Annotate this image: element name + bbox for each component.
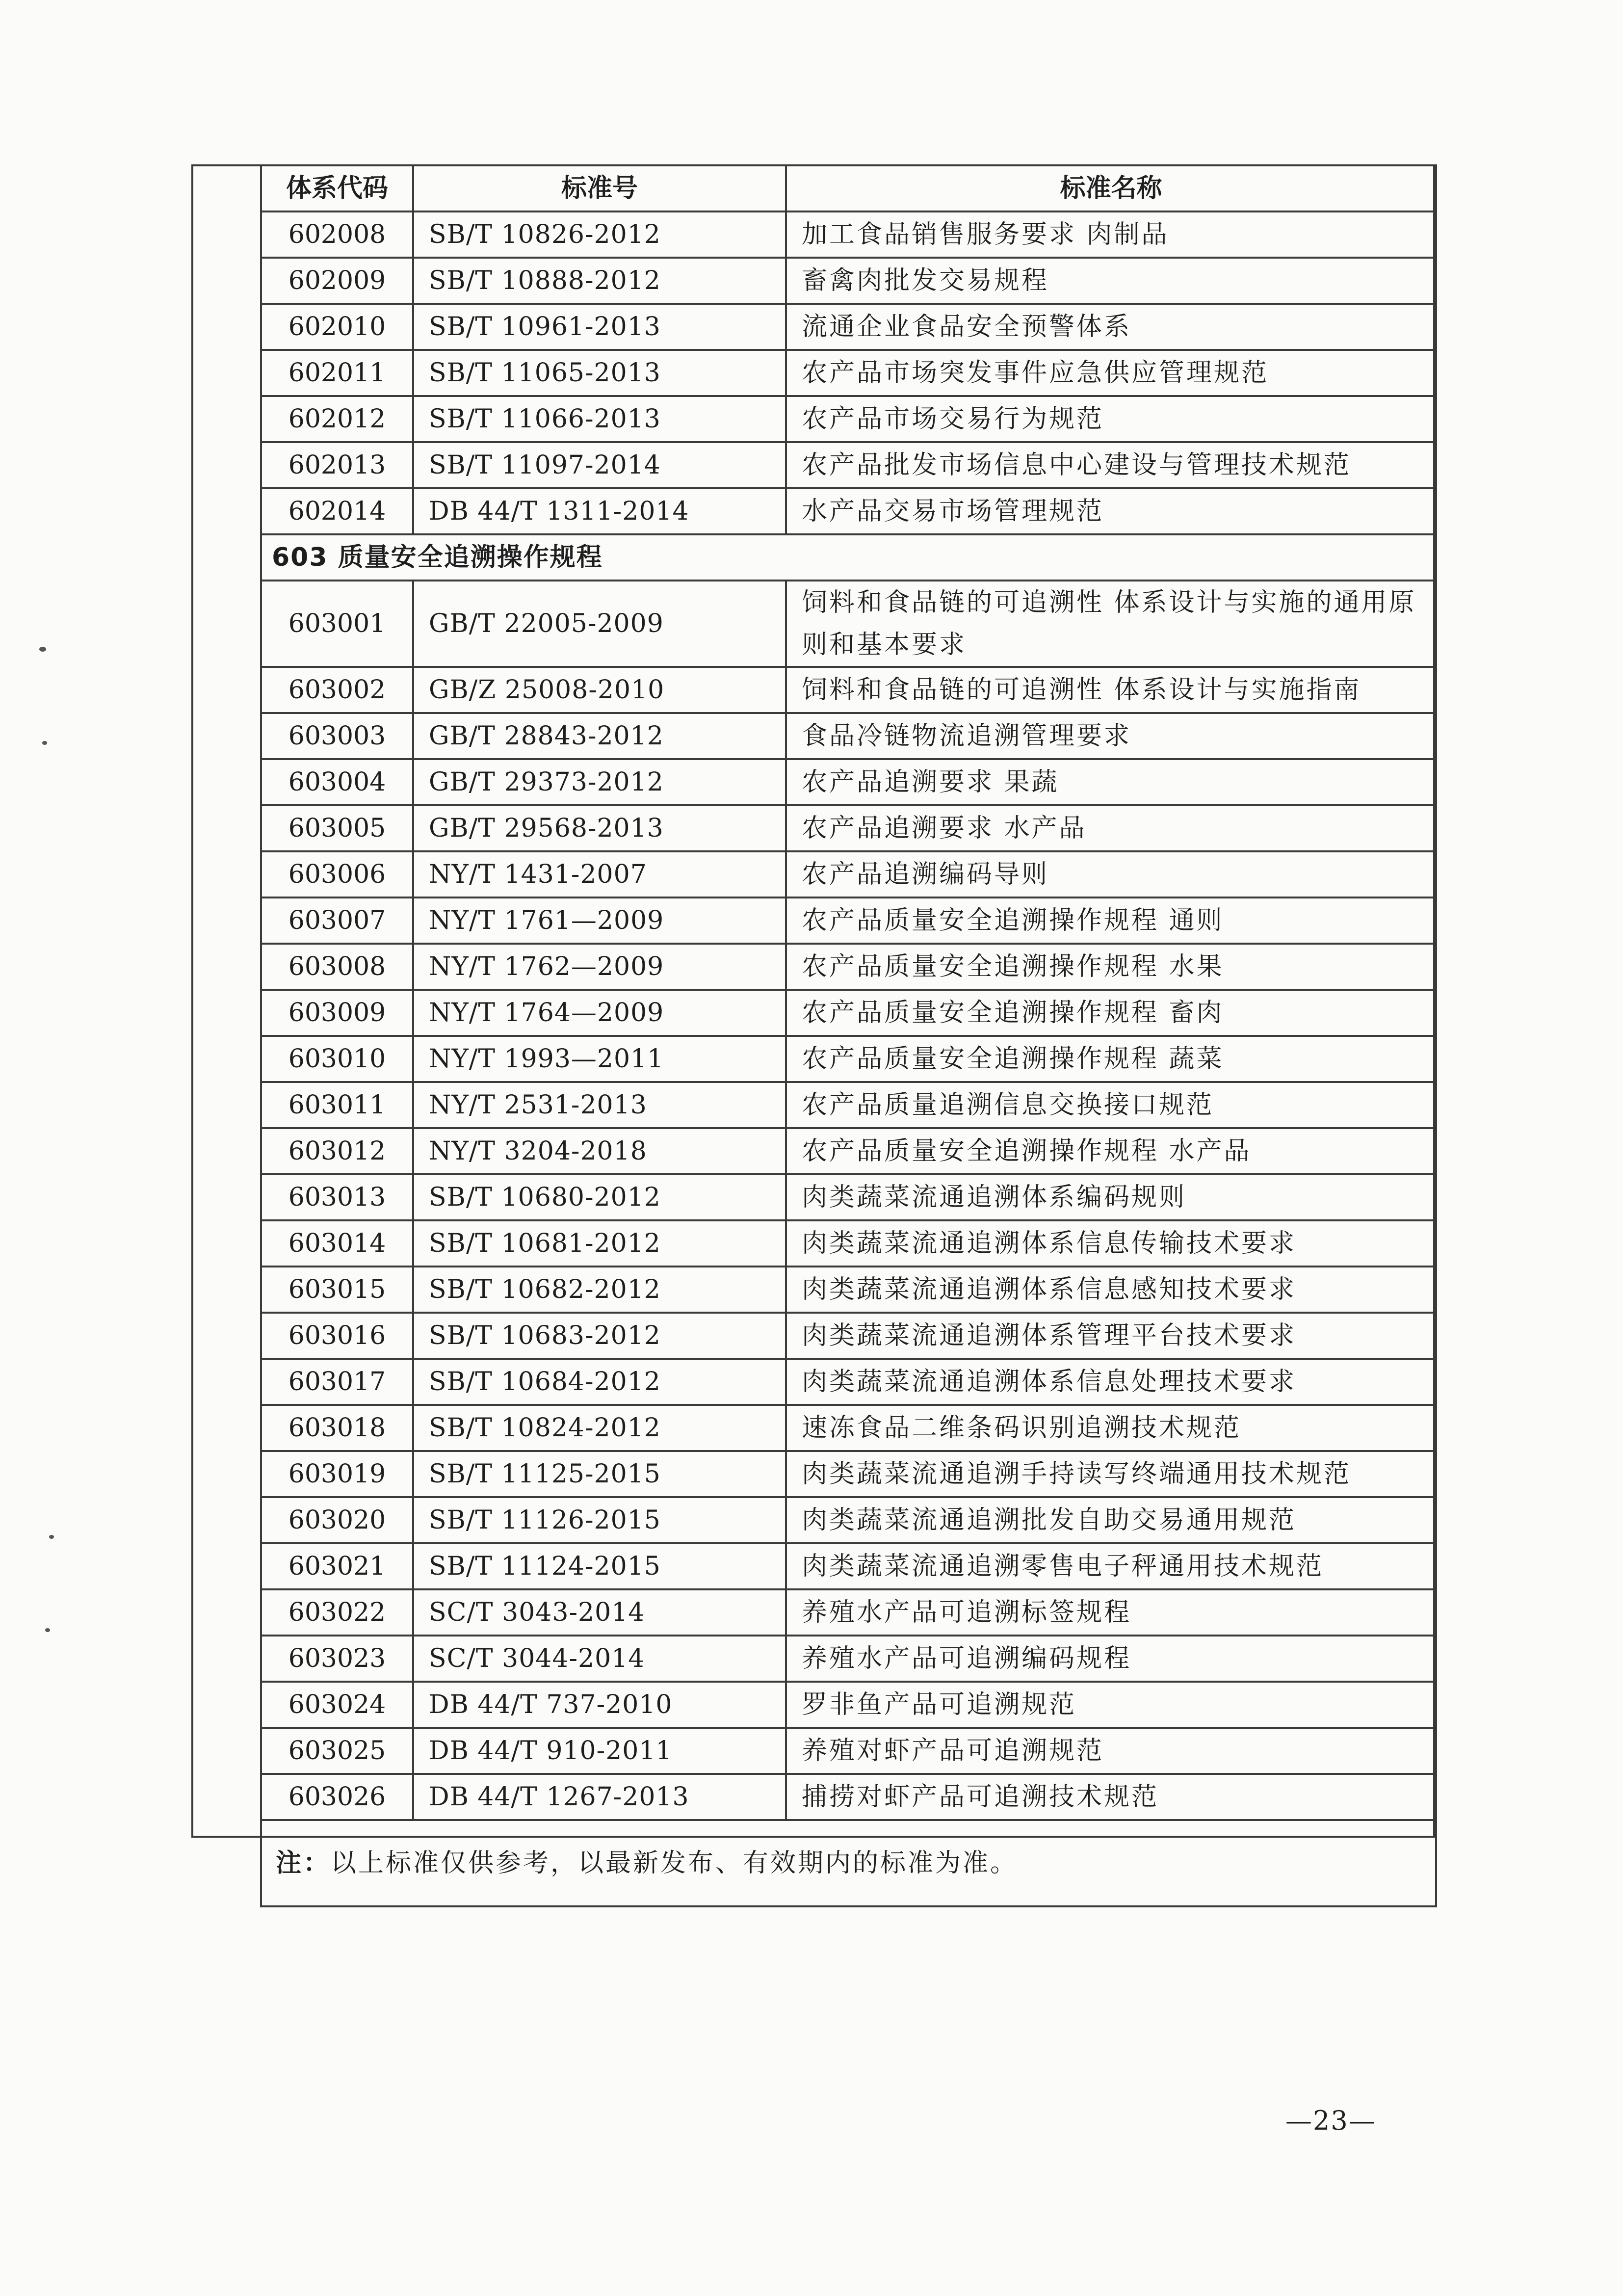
row-name: 饲料和食品链的可追溯性 体系设计与实施指南 — [786, 667, 1436, 713]
row-number: SB/T 11065-2013 — [413, 350, 786, 396]
header-name: 标准名称 — [786, 165, 1436, 211]
row-code: 603013 — [261, 1174, 413, 1220]
table-row — [261, 1313, 1436, 1359]
row-number: SB/T 11066-2013 — [413, 396, 786, 442]
table-row — [261, 396, 1436, 442]
row-name: 肉类蔬菜流通追溯体系信息传输技术要求 — [786, 1220, 1436, 1267]
row-name: 饲料和食品链的可追溯性 体系设计与实施的通用原则和基本要求 — [786, 581, 1436, 667]
note-text: 以上标准仅供参考，以最新发布、有效期内的标准为准。 — [331, 1848, 1018, 1878]
row-number: SB/T 11097-2014 — [413, 442, 786, 488]
table-row — [261, 944, 1436, 990]
row-number: GB/T 22005-2009 — [413, 581, 786, 667]
row-name: 农产品质量安全追溯操作规程 水产品 — [786, 1128, 1436, 1174]
table-row — [261, 897, 1436, 944]
row-number: DB 44/T 737-2010 — [413, 1682, 786, 1728]
table-row — [261, 442, 1436, 488]
row-name: 农产品市场突发事件应急供应管理规范 — [786, 350, 1436, 396]
header-number: 标准号 — [413, 165, 786, 211]
table-row — [261, 1128, 1436, 1174]
row-code: 603022 — [261, 1589, 413, 1636]
row-code: 603004 — [261, 759, 413, 805]
row-name: 肉类蔬菜流通追溯批发自助交易通用规范 — [786, 1497, 1436, 1543]
note-cell — [261, 1820, 1436, 1906]
table-row — [261, 1174, 1436, 1220]
row-code: 603026 — [261, 1774, 413, 1820]
row-name: 肉类蔬菜流通追溯体系信息处理技术要求 — [786, 1359, 1436, 1405]
row-name: 加工食品销售服务要求 肉制品 — [786, 211, 1436, 258]
row-number: NY/T 1764—2009 — [413, 990, 786, 1036]
table-row — [261, 258, 1436, 304]
row-code: 603018 — [261, 1405, 413, 1451]
row-name: 捕捞对虾产品可追溯技术规范 — [786, 1774, 1436, 1820]
row-name: 流通企业食品安全预警体系 — [786, 304, 1436, 350]
row-name: 农产品追溯要求 水产品 — [786, 805, 1436, 851]
row-name: 肉类蔬菜流通追溯体系信息感知技术要求 — [786, 1267, 1436, 1313]
table-header-row — [261, 165, 1436, 211]
table-row — [261, 713, 1436, 759]
row-number: SC/T 3043-2014 — [413, 1589, 786, 1636]
row-code: 603012 — [261, 1128, 413, 1174]
row-number: SB/T 11125-2015 — [413, 1451, 786, 1497]
table-row — [261, 304, 1436, 350]
row-code: 603007 — [261, 897, 413, 944]
table-row — [261, 1359, 1436, 1405]
row-code: 602008 — [261, 211, 413, 258]
table-row — [261, 1728, 1436, 1774]
row-name: 食品冷链物流追溯管理要求 — [786, 713, 1436, 759]
note-row — [261, 1820, 1436, 1906]
row-name: 罗非鱼产品可追溯规范 — [786, 1682, 1436, 1728]
row-code: 602010 — [261, 304, 413, 350]
row-number: NY/T 1431-2007 — [413, 851, 786, 897]
table-row — [261, 581, 1436, 667]
row-code: 603025 — [261, 1728, 413, 1774]
row-code: 603010 — [261, 1036, 413, 1082]
row-name: 肉类蔬菜流通追溯体系编码规则 — [786, 1174, 1436, 1220]
row-number: SB/T 10961-2013 — [413, 304, 786, 350]
row-code: 603001 — [261, 581, 413, 667]
row-code: 603008 — [261, 944, 413, 990]
row-name: 肉类蔬菜流通追溯手持读写终端通用技术规范 — [786, 1451, 1436, 1497]
row-number: SB/T 10684-2012 — [413, 1359, 786, 1405]
row-number: NY/T 1761—2009 — [413, 897, 786, 944]
table-row — [261, 990, 1436, 1036]
row-name: 农产品质量安全追溯操作规程 蔬菜 — [786, 1036, 1436, 1082]
row-number: DB 44/T 1267-2013 — [413, 1774, 786, 1820]
row-code: 603006 — [261, 851, 413, 897]
scan-speck — [49, 1535, 54, 1539]
row-name: 养殖水产品可追溯标签规程 — [786, 1589, 1436, 1636]
row-number: SB/T 10683-2012 — [413, 1313, 786, 1359]
row-number: SB/T 10681-2012 — [413, 1220, 786, 1267]
row-name: 养殖水产品可追溯编码规程 — [786, 1636, 1436, 1682]
scan-speck — [39, 647, 46, 652]
row-code: 602009 — [261, 258, 413, 304]
section-title: 603 质量安全追溯操作规程 — [261, 534, 1436, 581]
standards-table — [260, 164, 1437, 1907]
table-row — [261, 350, 1436, 396]
row-number: GB/T 28843-2012 — [413, 713, 786, 759]
row-name: 农产品质量安全追溯操作规程 通则 — [786, 897, 1436, 944]
row-name: 畜禽肉批发交易规程 — [786, 258, 1436, 304]
table-row — [261, 1036, 1436, 1082]
row-name: 肉类蔬菜流通追溯零售电子秤通用技术规范 — [786, 1543, 1436, 1589]
row-code: 602012 — [261, 396, 413, 442]
row-name: 水产品交易市场管理规范 — [786, 488, 1436, 534]
table-row — [261, 211, 1436, 258]
note-label: 注： — [276, 1848, 331, 1878]
row-number: SB/T 10824-2012 — [413, 1405, 786, 1451]
table-row — [261, 1497, 1436, 1543]
row-name: 农产品质量追溯信息交换接口规范 — [786, 1082, 1436, 1128]
table-row — [261, 1082, 1436, 1128]
row-code: 603005 — [261, 805, 413, 851]
row-code: 602013 — [261, 442, 413, 488]
header-code: 体系代码 — [261, 165, 413, 211]
table-row — [261, 1682, 1436, 1728]
page-number: —23— — [1285, 2105, 1376, 2136]
row-code: 602014 — [261, 488, 413, 534]
row-name: 养殖对虾产品可追溯规范 — [786, 1728, 1436, 1774]
row-code: 603020 — [261, 1497, 413, 1543]
table-row — [261, 759, 1436, 805]
row-code: 603023 — [261, 1636, 413, 1682]
table-row — [261, 1774, 1436, 1820]
row-number: GB/Z 25008-2010 — [413, 667, 786, 713]
row-name: 农产品追溯要求 果蔬 — [786, 759, 1436, 805]
row-number: NY/T 2531-2013 — [413, 1082, 786, 1128]
row-code: 603014 — [261, 1220, 413, 1267]
row-code: 602011 — [261, 350, 413, 396]
row-name: 农产品质量安全追溯操作规程 畜肉 — [786, 990, 1436, 1036]
row-number: SB/T 10680-2012 — [413, 1174, 786, 1220]
row-number: DB 44/T 1311-2014 — [413, 488, 786, 534]
row-code: 603015 — [261, 1267, 413, 1313]
row-code: 603011 — [261, 1082, 413, 1128]
table-row — [261, 1267, 1436, 1313]
row-number: SB/T 11124-2015 — [413, 1543, 786, 1589]
row-code: 603016 — [261, 1313, 413, 1359]
table-row — [261, 488, 1436, 534]
row-code: 603017 — [261, 1359, 413, 1405]
row-code: 603003 — [261, 713, 413, 759]
row-code: 603024 — [261, 1682, 413, 1728]
row-number: SB/T 10888-2012 — [413, 258, 786, 304]
row-number: NY/T 3204-2018 — [413, 1128, 786, 1174]
row-number: SB/T 11126-2015 — [413, 1497, 786, 1543]
table-row — [261, 667, 1436, 713]
row-number: DB 44/T 910-2011 — [413, 1728, 786, 1774]
row-name: 农产品批发市场信息中心建设与管理技术规范 — [786, 442, 1436, 488]
row-code: 603021 — [261, 1543, 413, 1589]
row-code: 603002 — [261, 667, 413, 713]
table-row — [261, 1543, 1436, 1589]
row-number: SB/T 10682-2012 — [413, 1267, 786, 1313]
row-name: 农产品追溯编码导则 — [786, 851, 1436, 897]
row-name: 速冻食品二维条码识别追溯技术规范 — [786, 1405, 1436, 1451]
table-row — [261, 1636, 1436, 1682]
table-row — [261, 1405, 1436, 1451]
scan-speck — [42, 741, 47, 745]
row-number: NY/T 1762—2009 — [413, 944, 786, 990]
table-row — [261, 851, 1436, 897]
section-row-603 — [261, 534, 1436, 581]
row-name: 农产品质量安全追溯操作规程 水果 — [786, 944, 1436, 990]
table-row — [261, 1451, 1436, 1497]
row-code: 603009 — [261, 990, 413, 1036]
row-number: SB/T 10826-2012 — [413, 211, 786, 258]
table-row — [261, 1220, 1436, 1267]
row-number: GB/T 29373-2012 — [413, 759, 786, 805]
table-row — [261, 1589, 1436, 1636]
scan-speck — [45, 1628, 50, 1632]
row-code: 603019 — [261, 1451, 413, 1497]
row-name: 农产品市场交易行为规范 — [786, 396, 1436, 442]
table-row — [261, 805, 1436, 851]
row-number: GB/T 29568-2013 — [413, 805, 786, 851]
row-number: NY/T 1993—2011 — [413, 1036, 786, 1082]
row-name: 肉类蔬菜流通追溯体系管理平台技术要求 — [786, 1313, 1436, 1359]
row-number: SC/T 3044-2014 — [413, 1636, 786, 1682]
